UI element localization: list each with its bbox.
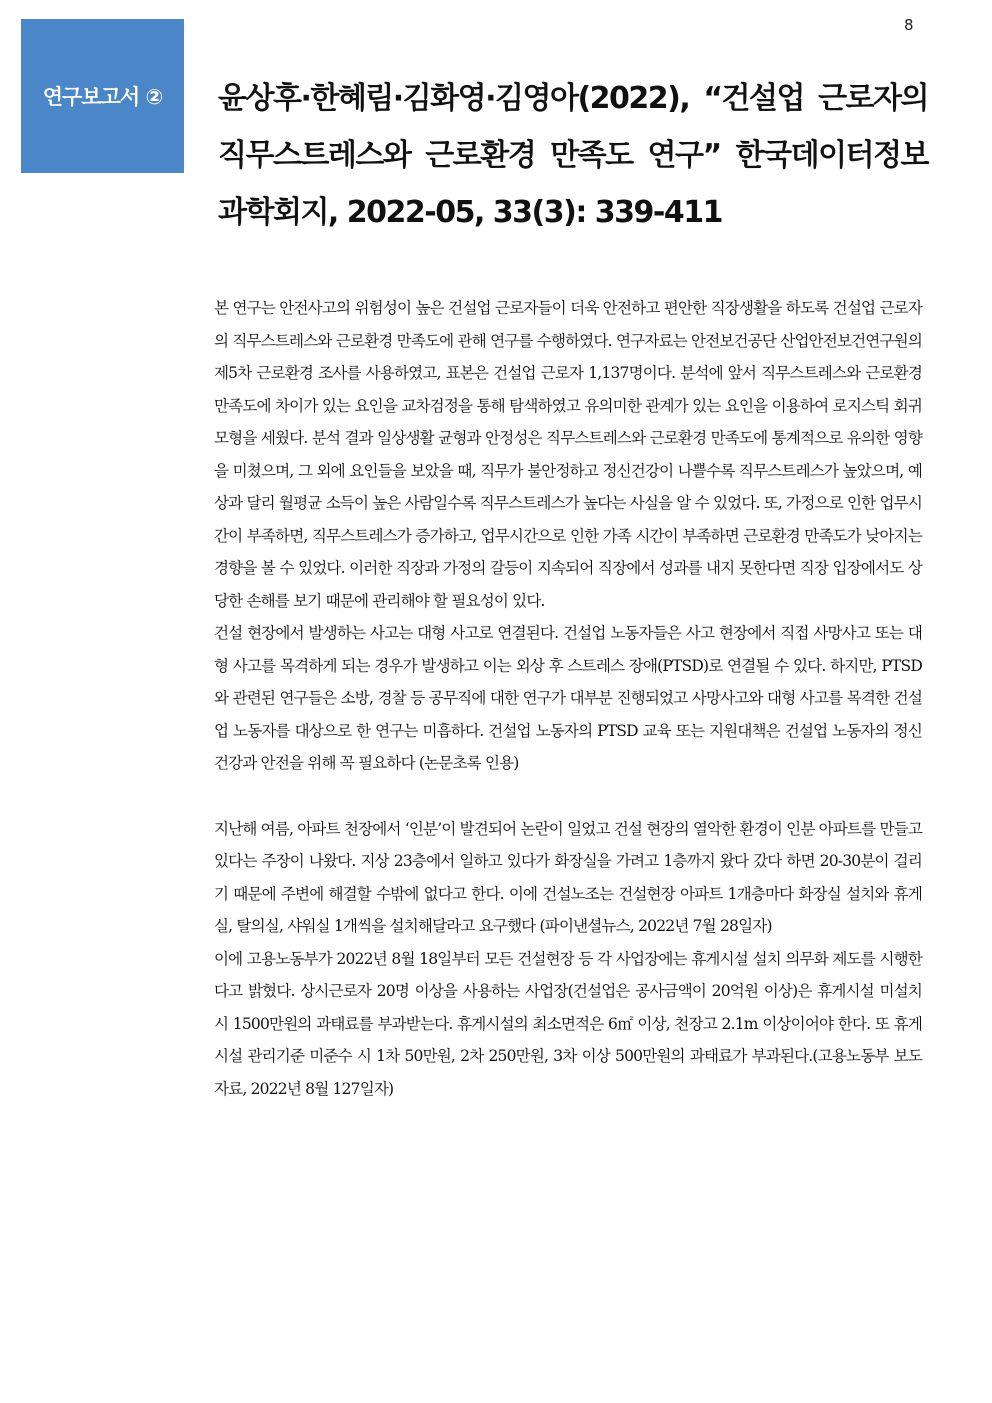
section-badge-label: 연구보고서 ② [42, 85, 163, 109]
body-text [214, 292, 922, 1105]
paragraph-ministry: 이에 고용노동부가 2022년 8월 18일부터 모든 건설현장 등 각 사업장에는 휴게시설 설치 의무화 제도를 시행한다고 밝혔다. 상시근로자 20명 이상을 사용하는 사업장(건설업은 공사금액이 20억원 이상)은 휴게시설 미설치 시 1500만원의 과태료를 부과받는다. 휴게시설의 최소면적은 6㎡ 이상, 천장고 2.1m 이상이어야 한다. 또 휴게시설 관리기준 미준수 시 1차 50만원, 2차 250만원, 3차 이상 500만원의 과태료가 부과된다.(고용노동부 보도자료, 2022년 8월 127일자) [214, 949, 922, 1098]
page-number: 8 [904, 16, 914, 34]
paragraph-news: 지난해 여름, 아파트 천장에서 ‘인분’이 발견되어 논란이 일었고 건설 현장의 열악한 환경이 인분 아파트를 만들고 있다는 주장이 나왔다. 지상 23층에서 일하고 있다가 화장실을 가려고 1층까지 왔다 갔다 하면 20-30분이 걸리기 때문에 주변에 해결할 수밖에 없다고 한다. 이에 건설노조는 건설현장 아파트 1개층마다 화장실 설치와 휴게실, 탈의실, 샤워실 1개씩을 설치해달라고 요구했다 (파이낸셜뉴스, 2022년 7월 28일자) [214, 819, 922, 935]
paragraph-ptsd: 건설 현장에서 발생하는 사고는 대형 사고로 연결된다. 건설업 노동자들은 사고 현장에서 직접 사망사고 또는 대형 사고를 목격하게 되는 경우가 발생하고 이는 외상 후 스트레스 장애(PTSD)로 연결될 수 있다. 하지만, PTSD와 관련된 연구들은 소방, 경찰 등 공무직에 대한 연구가 대부분 진행되었고 사망사고와 대형 사고를 목격한 건설업 노동자를 대상으로 한 연구는 미흡하다. 건설업 노동자의 PTSD 교육 또는 지원대책은 건설업 노동자의 정신건강과 안전을 위해 꼭 필요하다 (논문초록 인용) [214, 624, 922, 772]
page-title: 윤상후·한혜림·김화영·김영아(2022), “건설업 근로자의 직무스트레스와 근로환경 만족도 연구” 한국데이터정보과학회지, 2022-05, 33(3): 339-411 [218, 81, 928, 230]
section-badge [21, 19, 184, 173]
paragraph-abstract: 본 연구는 안전사고의 위험성이 높은 건설업 근로자들이 더욱 안전하고 편안한 직장생활을 하도록 건설업 근로자의 직무스트레스와 근로환경 만족도에 관해 연구를 수행하였다. 연구자료는 안전보건공단 산업안전보건연구원의 제5차 근로환경 조사를 사용하였고, 표본은 건설업 근로자 1,137명이다. 분석에 앞서 직무스트레스와 근로환경 만족도에 차이가 있는 요인을 교차검정을 통해 탐색하였고 유의미한 관계가 있는 요인을 이용하여 로지스틱 회귀모형을 세웠다. 분석 결과 일상생활 균형과 안정성은 직무스트레스와 근로환경 만족도에 통계적으로 유의한 영향을 미쳤으며, 그 외에 요인들을 보았을 때, 직무가 불안정하고 정신건강이 나쁠수록 직무스트레스가 높았으며, 예상과 달리 월평균 소득이 높은 사람일수록 직무스트레스가 높다는 사실을 알 수 있었다. 또, 가정으로 인한 업무시간이 부족하면, 직무스트레스가 증가하고, 업무시간으로 인한 가족 시간이 부족하면 근로환경 만족도가 낮아지는 경향을 볼 수 있었다. 이러한 직장과 가정의 갈등이 지속되어 직장에서 성과를 내지 못한다면 직장 입장에서도 상당한 손해를 보기 때문에 관리해야 할 필요성이 있다. [214, 299, 922, 610]
paragraph-gap [214, 780, 922, 813]
